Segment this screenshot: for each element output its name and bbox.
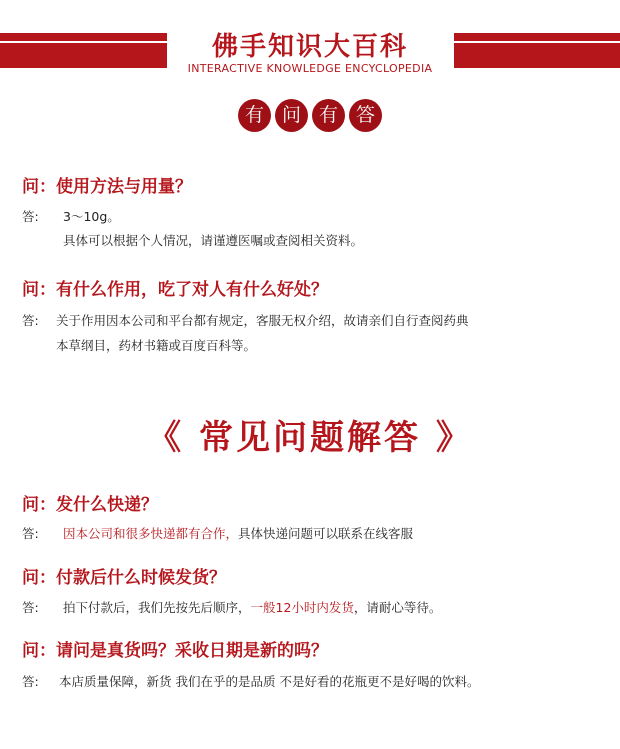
answer-label: 答: [22, 674, 39, 689]
faq-section-title: 《 常见问题解答 》 [147, 418, 473, 458]
question-authenticity: 问：请问是真货吗？采收日期是新的吗？ [22, 641, 328, 661]
answer-usage-line1: 3～10g。 [63, 209, 120, 224]
answer-label: 答: [22, 600, 39, 615]
answer-effects-line2: 本草纲目，药材书籍或百度百科等。 [56, 338, 257, 353]
page-subtitle: INTERACTIVE KNOWLEDGE ENCYCLOPEDIA [187, 62, 433, 75]
page-title: 佛手知识大百科 [211, 32, 408, 62]
answer-usage-line2: 具体可以根据个人情况，请谨遵医嘱或查阅相关资料。 [63, 233, 364, 248]
header-band-right-stripe [454, 41, 620, 43]
answer-label: 答: [22, 209, 39, 224]
badge-wen: 问 [275, 99, 308, 132]
question-shipping-time: 问：付款后什么时候发货？ [22, 568, 226, 588]
answer-shipping-post: ，请耐心等待。 [353, 600, 442, 615]
answer-label: 答: [22, 526, 39, 541]
qa-badges [238, 99, 382, 132]
question-usage: 问：使用方法与用量？ [22, 177, 192, 197]
answer-authenticity: 本店质量保障，新货 我们在乎的是品质 不是好看的花瓶更不是好喝的饮料。 [59, 674, 480, 689]
badge-da: 答 [349, 99, 382, 132]
badge-you-2: 有 [312, 99, 345, 132]
answer-label: 答: [22, 313, 39, 328]
answer-shipping-time [63, 598, 441, 616]
header-band-right [454, 33, 620, 68]
answer-courier-rest: 具体快递问题可以联系在线客服 [238, 526, 414, 541]
question-effects: 问：有什么作用，吃了对人有什么好处？ [22, 280, 328, 300]
answer-shipping-pre: 拍下付款后，我们先按先后顺序， [63, 600, 251, 615]
answer-effects-line1: 关于作用因本公司和平台都有规定，客服无权介绍，故请亲们自行查阅药典 [56, 313, 469, 328]
answer-courier-highlight: 因本公司和很多快递都有合作， [63, 526, 239, 541]
badge-you-1: 有 [238, 99, 271, 132]
answer-shipping-highlight: 一般12小时内发货 [250, 600, 354, 615]
header-band-left-stripe [0, 41, 167, 43]
header-band-left [0, 33, 167, 68]
answer-courier [63, 524, 413, 542]
question-courier: 问：发什么快递？ [22, 495, 158, 515]
